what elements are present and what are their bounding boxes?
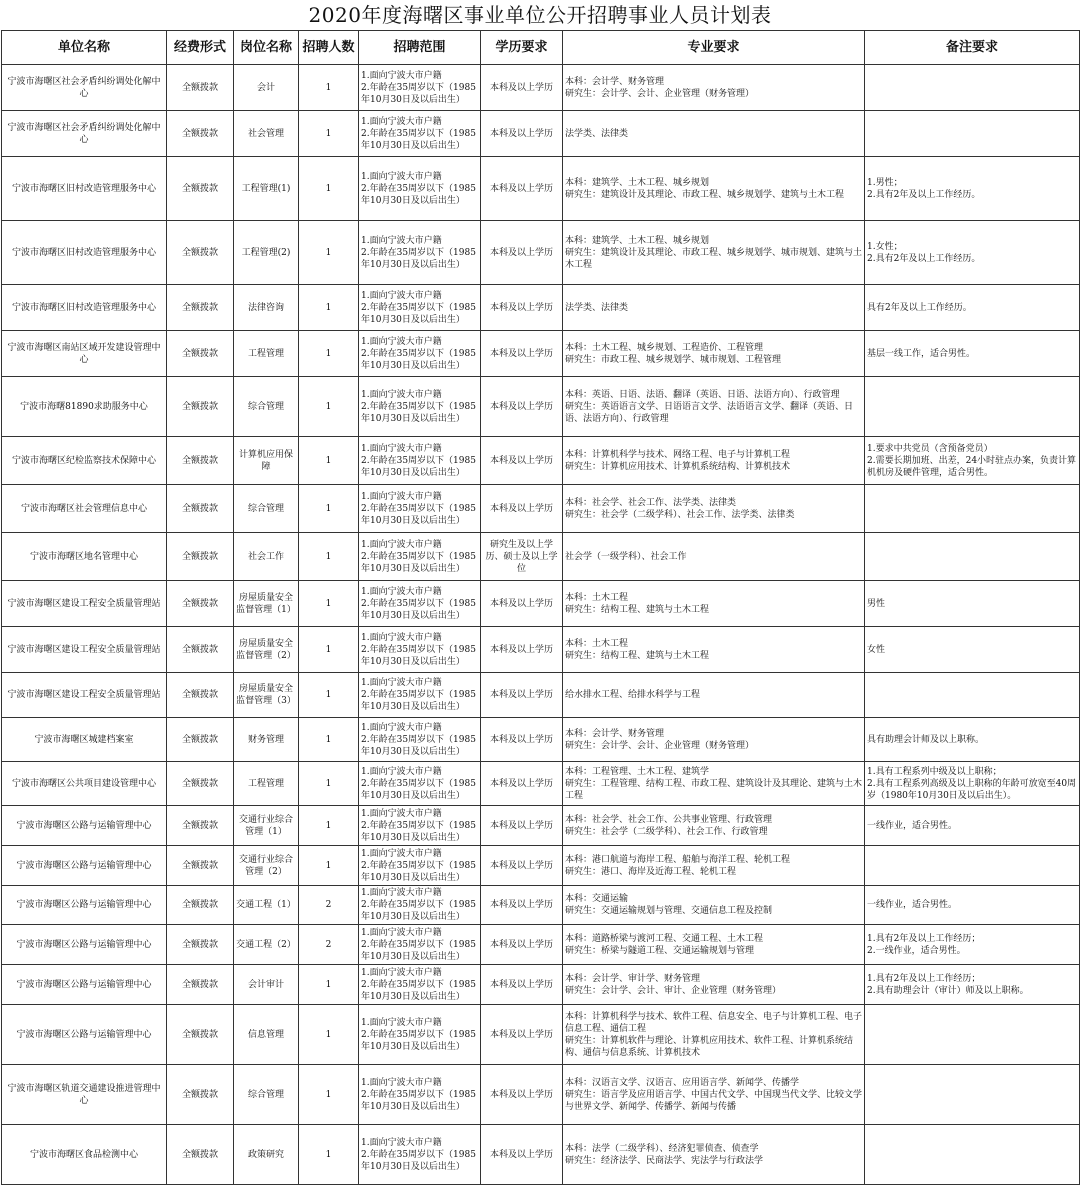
table-row [2, 65, 1080, 111]
cell-fund: 全额拨款 [167, 846, 234, 886]
cell-edu: 本科及以上学历 [481, 377, 563, 437]
cell-major: 本科：汉语言文学、汉语言、应用语言学、新闻学、传播学 研究生：语言学及应用语言学、中国古代文学、中国现当代文学、比较文学与世界文学、新闻学、传播学、新闻与传播 [563, 1065, 865, 1125]
cell-count: 1 [299, 846, 359, 886]
cell-count: 1 [299, 377, 359, 437]
cell-post: 综合管理 [234, 485, 299, 533]
cell-major: 本科：土木工程 研究生：结构工程、建筑与土木工程 [563, 627, 865, 673]
cell-note: 具有2年及以上工作经历。 [865, 285, 1080, 331]
cell-edu: 本科及以上学历 [481, 437, 563, 485]
table-row [2, 331, 1080, 377]
cell-note: 1.具有工程系列中级及以上职称； 2.具有工程系列高级及以上职称的年龄可放宽至40周岁（1980年10月30日及以后出生）。 [865, 762, 1080, 806]
cell-scope: 1.面向宁波大市户籍 2.年龄在35周岁以下（1985年10月30日及以后出生） [359, 673, 481, 718]
cell-unit: 宁波市海曙区地名管理中心 [2, 533, 167, 581]
cell-major: 本科：土木工程 研究生：结构工程、建筑与土木工程 [563, 581, 865, 627]
cell-edu: 本科及以上学历 [481, 673, 563, 718]
cell-major: 本科：会计学、财务管理 研究生：会计学、会计、企业管理（财务管理） [563, 718, 865, 762]
cell-unit: 宁波市海曙区社会管理信息中心 [2, 485, 167, 533]
cell-scope: 1.面向宁波大市户籍 2.年龄在35周岁以下（1985年10月30日及以后出生） [359, 1005, 481, 1065]
table-header-row [2, 31, 1080, 65]
cell-scope: 1.面向宁波大市户籍 2.年龄在35周岁以下（1985年10月30日及以后出生） [359, 533, 481, 581]
table-row [2, 965, 1080, 1005]
cell-scope: 1.面向宁波大市户籍 2.年龄在35周岁以下（1985年10月30日及以后出生） [359, 581, 481, 627]
table-row [2, 806, 1080, 846]
cell-note [865, 1005, 1080, 1065]
header-edu: 学历要求 [481, 31, 563, 65]
cell-count: 1 [299, 627, 359, 673]
cell-fund: 全额拨款 [167, 285, 234, 331]
cell-count: 1 [299, 762, 359, 806]
cell-count: 1 [299, 1125, 359, 1185]
cell-count: 1 [299, 1005, 359, 1065]
table-row [2, 673, 1080, 718]
header-scope: 招聘范围 [359, 31, 481, 65]
cell-unit: 宁波市海曙区社会矛盾纠纷调处化解中心 [2, 65, 167, 111]
cell-note [865, 533, 1080, 581]
cell-count: 2 [299, 886, 359, 925]
cell-count: 1 [299, 111, 359, 157]
cell-post: 综合管理 [234, 1065, 299, 1125]
cell-major: 本科：建筑学、土木工程、城乡规划 研究生：建筑设计及其理论、市政工程、城乡规划学、建筑与土木工程 [563, 157, 865, 221]
cell-note: 基层一线工作，适合男性。 [865, 331, 1080, 377]
cell-unit: 宁波市海曙区纪检监察技术保障中心 [2, 437, 167, 485]
cell-edu: 本科及以上学历 [481, 111, 563, 157]
cell-scope: 1.面向宁波大市户籍 2.年龄在35周岁以下（1985年10月30日及以后出生） [359, 485, 481, 533]
cell-scope: 1.面向宁波大市户籍 2.年龄在35周岁以下（1985年10月30日及以后出生） [359, 806, 481, 846]
cell-edu: 本科及以上学历 [481, 331, 563, 377]
cell-edu: 本科及以上学历 [481, 718, 563, 762]
cell-unit: 宁波市海曙区建设工程安全质量管理站 [2, 627, 167, 673]
cell-count: 1 [299, 965, 359, 1005]
table-row [2, 221, 1080, 285]
cell-fund: 全额拨款 [167, 886, 234, 925]
cell-note: 1.女性； 2.具有2年及以上工作经历。 [865, 221, 1080, 285]
cell-post: 交通行业综合管理（2） [234, 846, 299, 886]
header-post: 岗位名称 [234, 31, 299, 65]
cell-unit: 宁波市海曙区公路与运输管理中心 [2, 965, 167, 1005]
cell-count: 1 [299, 718, 359, 762]
cell-fund: 全额拨款 [167, 1125, 234, 1185]
cell-unit: 宁波市海曙区社会矛盾纠纷调处化解中心 [2, 111, 167, 157]
cell-major: 本科：计算机科学与技术、网络工程、电子与计算机工程 研究生：计算机应用技术、计算机系统结构、计算机技术 [563, 437, 865, 485]
cell-count: 1 [299, 331, 359, 377]
cell-note [865, 846, 1080, 886]
cell-scope: 1.面向宁波大市户籍 2.年龄在35周岁以下（1985年10月30日及以后出生） [359, 1125, 481, 1185]
cell-unit: 宁波市海曙区公共项目建设管理中心 [2, 762, 167, 806]
table-row [2, 533, 1080, 581]
table-row [2, 1125, 1080, 1185]
cell-unit: 宁波市海曙区城建档案室 [2, 718, 167, 762]
table-row [2, 485, 1080, 533]
cell-scope: 1.面向宁波大市户籍 2.年龄在35周岁以下（1985年10月30日及以后出生） [359, 111, 481, 157]
cell-edu: 本科及以上学历 [481, 806, 563, 846]
cell-major: 本科：会计学、财务管理 研究生：会计学、会计、企业管理（财务管理） [563, 65, 865, 111]
cell-major: 本科：计算机科学与技术、软件工程、信息安全、电子与计算机工程、电子信息工程、通信工程 研究生：计算机软件与理论、计算机应用技术、软件工程、计算机系统结构、通信与信息系统、计算机技术 [563, 1005, 865, 1065]
cell-post: 交通行业综合管理（1） [234, 806, 299, 846]
cell-major: 本科：法学（二级学科）、经济犯罪侦查、侦查学 研究生：经济法学、民商法学、宪法学与行政法学 [563, 1125, 865, 1185]
cell-note [865, 1065, 1080, 1125]
cell-note: 一线作业，适合男性。 [865, 806, 1080, 846]
cell-edu: 本科及以上学历 [481, 1005, 563, 1065]
cell-major: 本科：道路桥梁与渡河工程、交通工程、土木工程 研究生：桥梁与隧道工程、交通运输规划与管理 [563, 925, 865, 965]
cell-edu: 本科及以上学历 [481, 925, 563, 965]
cell-scope: 1.面向宁波大市户籍 2.年龄在35周岁以下（1985年10月30日及以后出生） [359, 221, 481, 285]
cell-scope: 1.面向宁波大市户籍 2.年龄在35周岁以下（1985年10月30日及以后出生） [359, 886, 481, 925]
cell-edu: 本科及以上学历 [481, 627, 563, 673]
cell-major: 本科：社会学、社会工作、公共事业管理、行政管理 研究生：社会学（二级学科）、社会工作、行政管理 [563, 806, 865, 846]
cell-major: 本科：港口航道与海岸工程、船舶与海洋工程、轮机工程 研究生：港口、海岸及近海工程、轮机工程 [563, 846, 865, 886]
cell-unit: 宁波市海曙区旧村改造管理服务中心 [2, 157, 167, 221]
table-row [2, 627, 1080, 673]
table-row [2, 718, 1080, 762]
cell-major: 本科：交通运输 研究生：交通运输规划与管理、交通信息工程及控制 [563, 886, 865, 925]
cell-major: 本科：英语、日语、法语、翻译（英语、日语、法语方向）、行政管理 研究生：英语语言文学、日语语言文学、法语语言文学、翻译（英语、日语、法语方向）、行政管理 [563, 377, 865, 437]
cell-post: 会计 [234, 65, 299, 111]
cell-fund: 全额拨款 [167, 718, 234, 762]
table-row [2, 111, 1080, 157]
cell-edu: 本科及以上学历 [481, 285, 563, 331]
cell-unit: 宁波市海曙区建设工程安全质量管理站 [2, 581, 167, 627]
cell-post: 交通工程（2） [234, 925, 299, 965]
cell-edu: 本科及以上学历 [481, 846, 563, 886]
recruitment-plan-table [1, 30, 1080, 1185]
cell-major: 本科：社会学、社会工作、法学类、法律类 研究生：社会学（二级学科）、社会工作、法学类、法律类 [563, 485, 865, 533]
cell-note [865, 485, 1080, 533]
cell-edu: 本科及以上学历 [481, 1125, 563, 1185]
cell-post: 计算机应用保障 [234, 437, 299, 485]
cell-major: 给水排水工程、给排水科学与工程 [563, 673, 865, 718]
cell-unit: 宁波市海曙区旧村改造管理服务中心 [2, 285, 167, 331]
header-unit: 单位名称 [2, 31, 167, 65]
cell-post: 政策研究 [234, 1125, 299, 1185]
cell-major: 社会学（一级学科）、社会工作 [563, 533, 865, 581]
cell-post: 财务管理 [234, 718, 299, 762]
cell-fund: 全额拨款 [167, 157, 234, 221]
cell-post: 工程管理(1) [234, 157, 299, 221]
cell-count: 1 [299, 533, 359, 581]
table-row [2, 581, 1080, 627]
cell-fund: 全额拨款 [167, 627, 234, 673]
cell-fund: 全额拨款 [167, 673, 234, 718]
cell-unit: 宁波市海曙区公路与运输管理中心 [2, 846, 167, 886]
cell-post: 综合管理 [234, 377, 299, 437]
cell-edu: 本科及以上学历 [481, 886, 563, 925]
cell-scope: 1.面向宁波大市户籍 2.年龄在35周岁以下（1985年10月30日及以后出生） [359, 627, 481, 673]
cell-fund: 全额拨款 [167, 762, 234, 806]
cell-edu: 本科及以上学历 [481, 1065, 563, 1125]
cell-fund: 全额拨款 [167, 485, 234, 533]
table-row [2, 437, 1080, 485]
cell-note: 女性 [865, 627, 1080, 673]
cell-fund: 全额拨款 [167, 331, 234, 377]
cell-fund: 全额拨款 [167, 965, 234, 1005]
cell-unit: 宁波市海曙区公路与运输管理中心 [2, 806, 167, 846]
cell-note [865, 673, 1080, 718]
cell-scope: 1.面向宁波大市户籍 2.年龄在35周岁以下（1985年10月30日及以后出生） [359, 157, 481, 221]
cell-count: 1 [299, 1065, 359, 1125]
cell-note: 1.具有2年及以上工作经历； 2.具有助理会计（审计）师及以上职称。 [865, 965, 1080, 1005]
cell-count: 1 [299, 157, 359, 221]
cell-unit: 宁波市海曙81890求助服务中心 [2, 377, 167, 437]
cell-count: 1 [299, 65, 359, 111]
cell-post: 信息管理 [234, 1005, 299, 1065]
cell-unit: 宁波市海曙区公路与运输管理中心 [2, 886, 167, 925]
cell-unit: 宁波市海曙区公路与运输管理中心 [2, 1005, 167, 1065]
cell-scope: 1.面向宁波大市户籍 2.年龄在35周岁以下（1985年10月30日及以后出生） [359, 65, 481, 111]
cell-fund: 全额拨款 [167, 111, 234, 157]
cell-edu: 本科及以上学历 [481, 581, 563, 627]
cell-scope: 1.面向宁波大市户籍 2.年龄在35周岁以下（1985年10月30日及以后出生） [359, 1065, 481, 1125]
cell-fund: 全额拨款 [167, 806, 234, 846]
cell-scope: 1.面向宁波大市户籍 2.年龄在35周岁以下（1985年10月30日及以后出生） [359, 925, 481, 965]
table-row [2, 157, 1080, 221]
table-row [2, 762, 1080, 806]
cell-fund: 全额拨款 [167, 377, 234, 437]
cell-post: 交通工程（1） [234, 886, 299, 925]
cell-unit: 宁波市海曙区南站区域开发建设管理中心 [2, 331, 167, 377]
cell-fund: 全额拨款 [167, 533, 234, 581]
cell-unit: 宁波市海曙区食品检测中心 [2, 1125, 167, 1185]
cell-count: 1 [299, 285, 359, 331]
cell-note: 1.具有2年及以上工作经历； 2.一线作业，适合男性。 [865, 925, 1080, 965]
cell-fund: 全额拨款 [167, 925, 234, 965]
table-row [2, 1005, 1080, 1065]
cell-major: 本科：建筑学、土木工程、城乡规划 研究生：建筑设计及其理论、市政工程、城乡规划学、城市规划、建筑与土木工程 [563, 221, 865, 285]
cell-edu: 本科及以上学历 [481, 157, 563, 221]
cell-fund: 全额拨款 [167, 1065, 234, 1125]
cell-fund: 全额拨款 [167, 437, 234, 485]
cell-count: 1 [299, 437, 359, 485]
cell-note: 1.男性； 2.具有2年及以上工作经历。 [865, 157, 1080, 221]
cell-major: 法学类、法律类 [563, 285, 865, 331]
table-row [2, 285, 1080, 331]
cell-edu: 本科及以上学历 [481, 485, 563, 533]
header-major: 专业要求 [563, 31, 865, 65]
cell-count: 1 [299, 221, 359, 285]
table-row [2, 377, 1080, 437]
header-count: 招聘人数 [299, 31, 359, 65]
header-note: 备注要求 [865, 31, 1080, 65]
cell-post: 社会工作 [234, 533, 299, 581]
cell-note: 1.要求中共党员（含预备党员） 2.需要长期加班、出差，24小时驻点办案，负责计算机机房及硬件管理，适合男性。 [865, 437, 1080, 485]
cell-scope: 1.面向宁波大市户籍 2.年龄在35周岁以下（1985年10月30日及以后出生） [359, 377, 481, 437]
cell-major: 本科：土木工程、城乡规划、工程造价、工程管理 研究生：市政工程、城乡规划学、城市规划、工程管理 [563, 331, 865, 377]
table-row [2, 925, 1080, 965]
cell-scope: 1.面向宁波大市户籍 2.年龄在35周岁以下（1985年10月30日及以后出生） [359, 718, 481, 762]
cell-post: 房屋质量安全监督管理（1） [234, 581, 299, 627]
cell-scope: 1.面向宁波大市户籍 2.年龄在35周岁以下（1985年10月30日及以后出生） [359, 846, 481, 886]
cell-major: 法学类、法律类 [563, 111, 865, 157]
cell-post: 工程管理 [234, 762, 299, 806]
table-row [2, 886, 1080, 925]
cell-post: 法律咨询 [234, 285, 299, 331]
header-fund: 经费形式 [167, 31, 234, 65]
cell-count: 2 [299, 925, 359, 965]
cell-scope: 1.面向宁波大市户籍 2.年龄在35周岁以下（1985年10月30日及以后出生） [359, 965, 481, 1005]
cell-edu: 研究生及以上学历、硕士及以上学位 [481, 533, 563, 581]
cell-edu: 本科及以上学历 [481, 762, 563, 806]
cell-post: 房屋质量安全监督管理（3） [234, 673, 299, 718]
cell-post: 工程管理(2) [234, 221, 299, 285]
table-row [2, 846, 1080, 886]
cell-count: 1 [299, 581, 359, 627]
cell-scope: 1.面向宁波大市户籍 2.年龄在35周岁以下（1985年10月30日及以后出生） [359, 285, 481, 331]
cell-note [865, 377, 1080, 437]
cell-count: 1 [299, 806, 359, 846]
cell-unit: 宁波市海曙区建设工程安全质量管理站 [2, 673, 167, 718]
cell-scope: 1.面向宁波大市户籍 2.年龄在35周岁以下（1985年10月30日及以后出生） [359, 331, 481, 377]
table-body [2, 65, 1080, 1185]
cell-scope: 1.面向宁波大市户籍 2.年龄在35周岁以下（1985年10月30日及以后出生） [359, 437, 481, 485]
cell-fund: 全额拨款 [167, 65, 234, 111]
cell-fund: 全额拨款 [167, 221, 234, 285]
cell-post: 房屋质量安全监督管理（2） [234, 627, 299, 673]
cell-count: 1 [299, 485, 359, 533]
cell-major: 本科：工程管理、土木工程、建筑学 研究生：工程管理、结构工程、市政工程、建筑设计及其理论、建筑与土木工程 [563, 762, 865, 806]
cell-note: 男性 [865, 581, 1080, 627]
cell-post: 会计审计 [234, 965, 299, 1005]
table-row [2, 1065, 1080, 1125]
cell-note [865, 65, 1080, 111]
cell-unit: 宁波市海曙区轨道交通建设推进管理中心 [2, 1065, 167, 1125]
cell-edu: 本科及以上学历 [481, 65, 563, 111]
cell-unit: 宁波市海曙区旧村改造管理服务中心 [2, 221, 167, 285]
page-title: 2020年度海曙区事业单位公开招聘事业人员计划表 [308, 3, 772, 27]
cell-note [865, 111, 1080, 157]
cell-edu: 本科及以上学历 [481, 221, 563, 285]
cell-note [865, 1125, 1080, 1185]
cell-note: 具有助理会计师及以上职称。 [865, 718, 1080, 762]
cell-post: 社会管理 [234, 111, 299, 157]
cell-unit: 宁波市海曙区公路与运输管理中心 [2, 925, 167, 965]
cell-scope: 1.面向宁波大市户籍 2.年龄在35周岁以下（1985年10月30日及以后出生） [359, 762, 481, 806]
cell-fund: 全额拨款 [167, 1005, 234, 1065]
cell-count: 1 [299, 673, 359, 718]
cell-edu: 本科及以上学历 [481, 965, 563, 1005]
cell-fund: 全额拨款 [167, 581, 234, 627]
cell-major: 本科：会计学、审计学、财务管理 研究生：会计学、会计、审计、企业管理（财务管理） [563, 965, 865, 1005]
cell-post: 工程管理 [234, 331, 299, 377]
cell-note: 一线作业，适合男性。 [865, 886, 1080, 925]
